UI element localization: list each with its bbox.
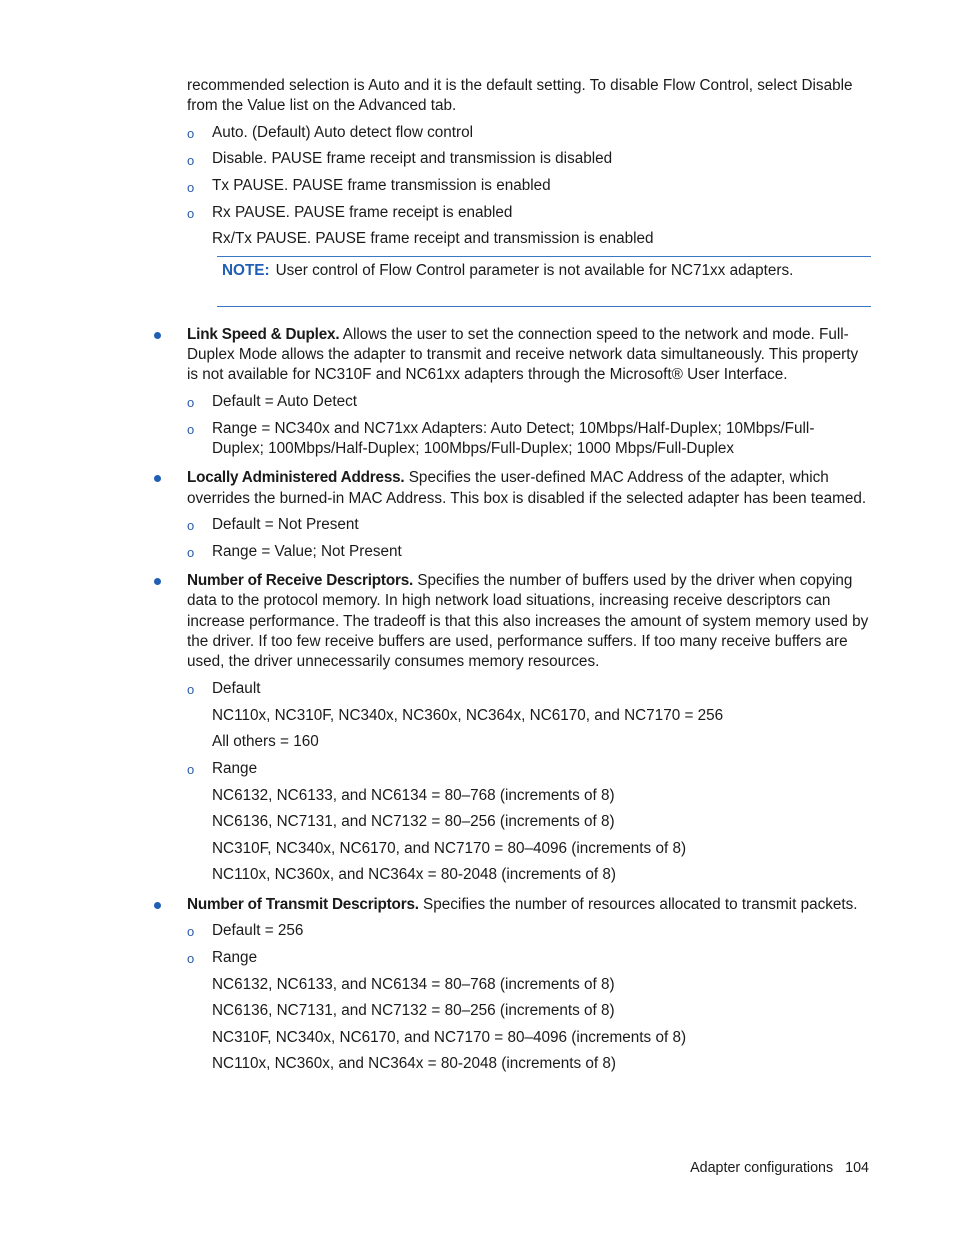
list-item: Default xyxy=(212,680,261,697)
list-item: Auto. (Default) Auto detect flow control xyxy=(212,124,474,141)
item-title: Link Speed & Duplex. xyxy=(187,326,340,343)
item-text: Specifies the number of buffers used by the driver when copying xyxy=(413,572,853,589)
sub-bullet-icon: o xyxy=(187,422,195,437)
list-item: Default = Auto Detect xyxy=(212,393,357,410)
sub-bullet-icon: o xyxy=(187,395,195,410)
value-line: NC110x, NC310F, NC340x, NC360x, NC364x, NC6170, and NC7170 = 256 xyxy=(212,707,724,724)
paragraph-line: from the Value list on the Advanced tab. xyxy=(187,97,457,114)
paragraph-line: recommended selection is Auto and it is the default setting. To disable Flow Control, select Disable xyxy=(187,77,853,94)
item-text: Allows the user to set the connection speed to the network and mode. Full- xyxy=(339,326,849,343)
note-label: NOTE: xyxy=(222,262,270,279)
item-title: Number of Receive Descriptors. xyxy=(187,572,414,589)
paragraph-line: Duplex Mode allows the adapter to transmit and receive network data simultaneously. This property xyxy=(187,346,859,363)
paragraph-line: is not available for NC310F and NC61xx adapters through the Microsoft® User Interface. xyxy=(187,366,788,383)
paragraph-line: increase performance. The tradeoff is that this also increases the amount of system memory used by xyxy=(187,613,869,630)
page-footer xyxy=(690,1158,869,1178)
list-item: Range xyxy=(212,949,258,966)
list-item-continuation: Duplex; 100Mbps/Half-Duplex; 100Mbps/Full-Duplex; 1000 Mbps/Full-Duplex xyxy=(212,440,735,457)
list-item-continuation: Rx/Tx PAUSE. PAUSE frame receipt and transmission is enabled xyxy=(212,230,654,247)
value-line: NC6136, NC7131, and NC7132 = 80–256 (increments of 8) xyxy=(212,813,615,830)
paragraph-line: the driver. If too few receive buffers are used, performance suffers. If too many receive buffers are xyxy=(187,633,848,650)
list-item-heading xyxy=(187,895,858,915)
item-title: Number of Transmit Descriptors. xyxy=(187,896,419,913)
list-item: Disable. PAUSE frame receipt and transmission is disabled xyxy=(212,150,613,167)
list-item: Range = Value; Not Present xyxy=(212,543,402,560)
value-line: NC110x, NC360x, and NC364x = 80-2048 (increments of 8) xyxy=(212,1055,617,1072)
list-item: Tx PAUSE. PAUSE frame transmission is enabled xyxy=(212,177,551,194)
value-line: NC310F, NC340x, NC6170, and NC7170 = 80–4096 (increments of 8) xyxy=(212,1029,687,1046)
note-bottom-rule xyxy=(217,306,871,307)
paragraph-line: overrides the burned-in MAC Address. This box is disabled if the selected adapter has been teamed. xyxy=(187,490,867,507)
sub-bullet-icon: o xyxy=(187,545,195,560)
item-text: Specifies the user-defined MAC Address of the adapter, which xyxy=(404,469,829,486)
paragraph-line: used, the driver unnecessarily consumes memory resources. xyxy=(187,653,600,670)
sub-bullet-icon: o xyxy=(187,126,195,141)
sub-bullet-icon: o xyxy=(187,682,195,697)
list-item: Range = NC340x and NC71xx Adapters: Auto Detect; 10Mbps/Half-Duplex; 10Mbps/Full- xyxy=(212,420,815,437)
list-item: Default = 256 xyxy=(212,922,304,939)
note-text: User control of Flow Control parameter is not available for NC71xx adapters. xyxy=(275,262,794,279)
value-line: NC6136, NC7131, and NC7132 = 80–256 (increments of 8) xyxy=(212,1002,615,1019)
paragraph-line: data to the protocol memory. In high network load situations, increasing receive descriptors can xyxy=(187,592,831,609)
bullet-icon xyxy=(154,332,161,339)
footer-section: Adapter configurations xyxy=(690,1160,834,1176)
note xyxy=(222,261,793,281)
value-line: NC310F, NC340x, NC6170, and NC7170 = 80–4096 (increments of 8) xyxy=(212,840,687,857)
sub-bullet-icon: o xyxy=(187,518,195,533)
list-item: Range xyxy=(212,760,258,777)
sub-bullet-icon: o xyxy=(187,951,195,966)
sub-bullet-icon: o xyxy=(187,924,195,939)
list-item-heading xyxy=(187,468,829,488)
list-item-heading xyxy=(187,571,852,591)
list-item-heading xyxy=(187,325,849,345)
note-top-rule xyxy=(217,256,871,257)
item-title: Locally Administered Address. xyxy=(187,469,405,486)
sub-bullet-icon: o xyxy=(187,180,195,195)
list-item: Default = Not Present xyxy=(212,516,359,533)
value-line: NC110x, NC360x, and NC364x = 80-2048 (increments of 8) xyxy=(212,866,617,883)
value-line: All others = 160 xyxy=(212,733,319,750)
bullet-icon xyxy=(154,475,161,482)
value-line: NC6132, NC6133, and NC6134 = 80–768 (increments of 8) xyxy=(212,976,615,993)
bullet-icon xyxy=(154,902,161,909)
bullet-icon xyxy=(154,578,161,585)
value-line: NC6132, NC6133, and NC6134 = 80–768 (increments of 8) xyxy=(212,787,615,804)
sub-bullet-icon: o xyxy=(187,762,195,777)
list-item: Rx PAUSE. PAUSE frame receipt is enabled xyxy=(212,204,513,221)
page-number: 104 xyxy=(845,1160,869,1176)
sub-bullet-icon: o xyxy=(187,153,195,168)
item-text: Specifies the number of resources allocated to transmit packets. xyxy=(418,896,858,913)
sub-bullet-icon: o xyxy=(187,206,195,221)
